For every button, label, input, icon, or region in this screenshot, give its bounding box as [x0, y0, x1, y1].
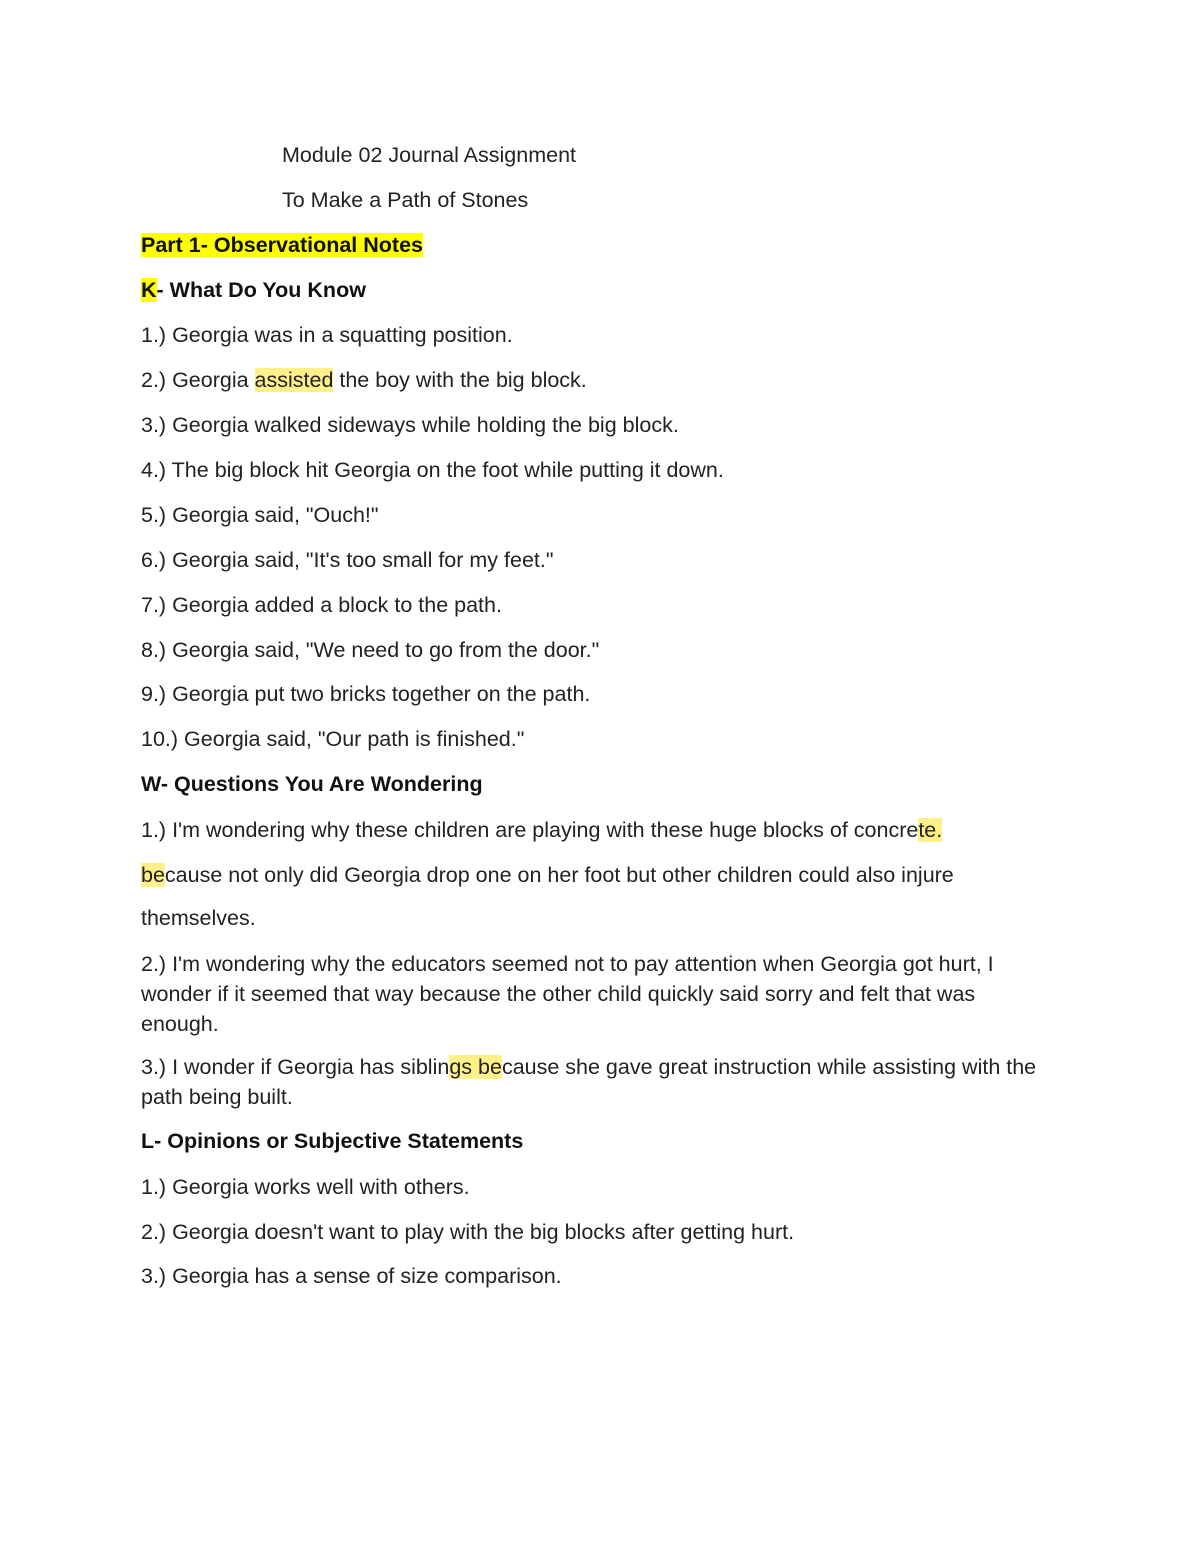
w-question-3: [141, 1052, 1041, 1112]
l-item-2: 2.) Georgia doesn't want to play with the big blocks after getting hurt.: [141, 1220, 795, 1244]
w-question-1-highlight-2: be: [141, 863, 165, 887]
w-question-3-post: cause she gave great instruction while assisting with the path being built.: [141, 1055, 1037, 1109]
l-heading: L- Opinions or Subjective Statements: [141, 1129, 524, 1153]
w-question-3-highlight: gs be: [449, 1055, 502, 1079]
document-title: Module 02 Journal Assignment: [282, 143, 577, 167]
k-item-2: [141, 365, 587, 395]
w-question-3-pre: 3.) I wonder if Georgia has siblin: [141, 1055, 450, 1079]
w-question-1-text: 1.) I'm wondering why these children are playing with these huge blocks of concre: [141, 818, 919, 842]
w-question-1-line-3: themselves.: [141, 906, 256, 930]
k-item-6: 6.) Georgia said, "It's too small for my feet.": [141, 548, 554, 572]
k-item-10: 10.) Georgia said, "Our path is finished.": [141, 727, 525, 751]
k-item-4: 4.) The big block hit Georgia on the foot while putting it down.: [141, 458, 724, 482]
k-item-5: 5.) Georgia said, "Ouch!": [141, 503, 379, 527]
w-heading: W- Questions You Are Wondering: [141, 772, 483, 796]
k-item-2-pre: 2.) Georgia: [141, 368, 255, 392]
w-question-2: 2.) I'm wondering why the educators seemed not to pay attention when Georgia got hurt, I wonder if it seemed that way because the other child quickly said sorry and felt that was enough.: [141, 952, 994, 1036]
w-question-1-text-2: cause not only did Georgia drop one on her foot but other children could also injure: [164, 863, 954, 887]
k-heading: [141, 275, 366, 305]
l-item-3: 3.) Georgia has a sense of size comparison.: [141, 1264, 562, 1288]
k-heading-text: - What Do You Know: [156, 278, 366, 302]
k-item-7: 7.) Georgia added a block to the path.: [141, 593, 502, 617]
k-item-3: 3.) Georgia walked sideways while holding the big block.: [141, 413, 679, 437]
w-question-1-line-2: [141, 860, 954, 890]
k-item-2-post: the boy with the big block.: [333, 368, 587, 392]
k-heading-letter: K: [141, 278, 157, 302]
k-item-8: 8.) Georgia said, "We need to go from the door.": [141, 638, 600, 662]
k-item-2-highlight: assisted: [254, 368, 334, 392]
k-item-9: 9.) Georgia put two bricks together on the path.: [141, 682, 591, 706]
w-question-1-highlight: te.: [918, 818, 943, 842]
w-question-1-line-1: [141, 815, 942, 845]
part1-heading-text: Part 1- Observational Notes: [141, 233, 423, 257]
l-item-1: 1.) Georgia works well with others.: [141, 1175, 470, 1199]
document-subtitle: To Make a Path of Stones: [282, 188, 529, 212]
part1-heading: [141, 230, 423, 260]
k-item-1: 1.) Georgia was in a squatting position.: [141, 323, 513, 347]
